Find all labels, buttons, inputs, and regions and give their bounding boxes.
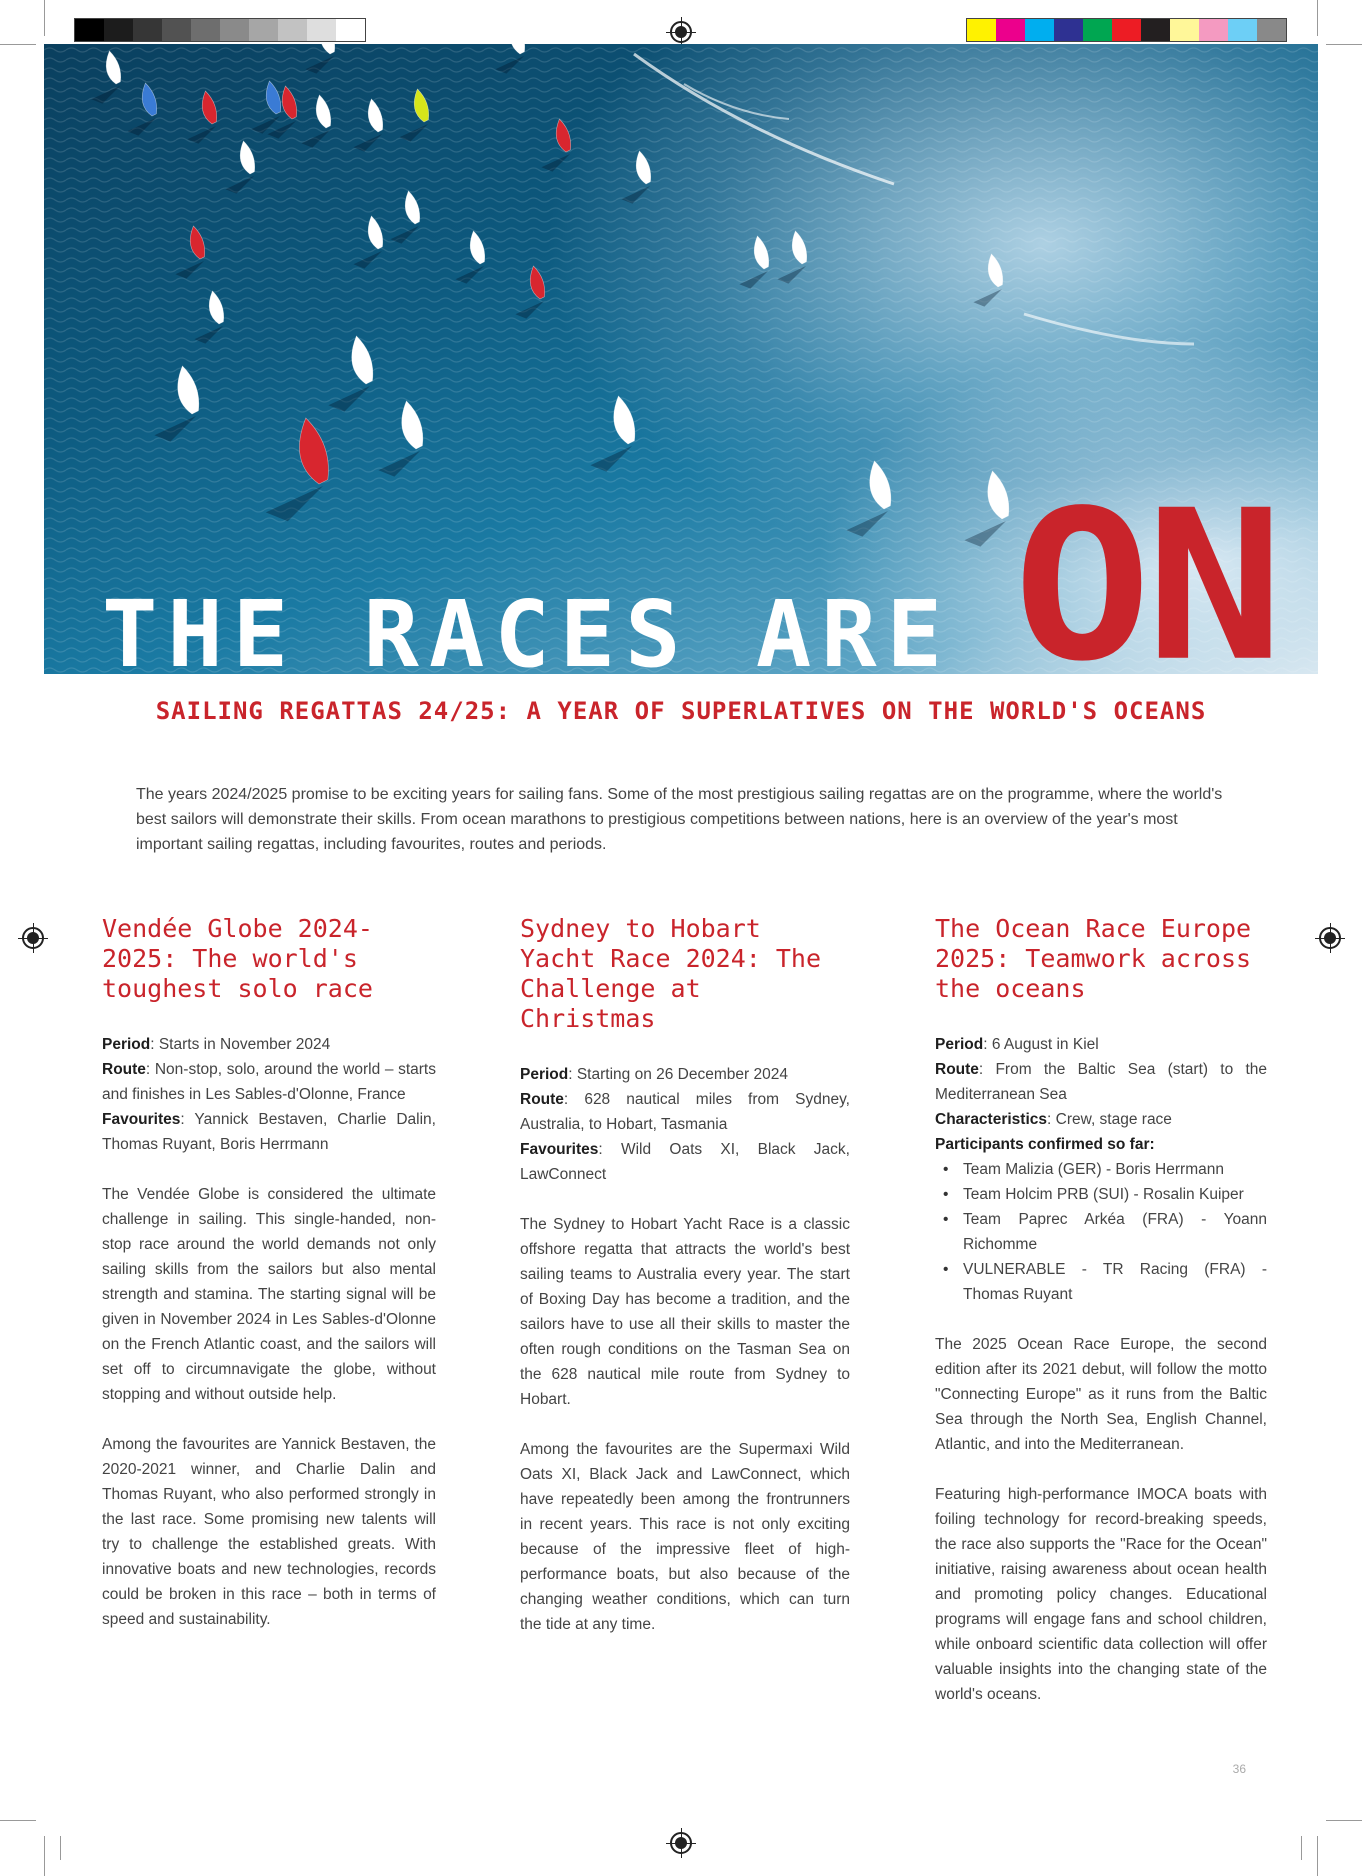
color-swatch	[104, 19, 133, 41]
color-swatch	[1054, 19, 1083, 41]
hero-title-accent: ON	[1013, 466, 1278, 674]
body-paragraph: The 2025 Ocean Race Europe, the second edition after its 2021 debut, will follow the motto "Connecting Europe" as it runs from the Baltic Sea through the North Sea, English Channel, Atlantic, and into the Mediterranean.	[935, 1336, 1267, 1453]
color-swatch	[220, 19, 249, 41]
period-line: Period: 6 August in Kiel	[935, 1036, 1099, 1053]
period-line: Period: Starting on 26 December 2024	[520, 1066, 788, 1083]
color-swatch	[336, 19, 365, 41]
body-paragraph: The Vendée Globe is considered the ultimate challenge in sailing. This single-handed, non-stop race around the world demands not only sailing skills from the sailors but also mental strength and stamina. The starting signal will be given in November 2024 in Les Sables-d'Olonne on the French Atlantic coast, and the sailors will set off to circumnavigate the globe, without stopping and without outside help.	[102, 1186, 436, 1403]
color-swatch	[967, 19, 996, 41]
color-swatch	[1199, 19, 1228, 41]
registration-mark-icon	[670, 1832, 692, 1854]
characteristics-line: Characteristics: Crew, stage race	[935, 1111, 1172, 1128]
registration-mark-icon	[22, 927, 44, 949]
crop-mark	[0, 1820, 36, 1821]
body-paragraph: Among the favourites are the Supermaxi Wild Oats XI, Black Jack and LawConnect, which have repeatedly been among the frontrunners in recent years. This race is not only exciting because of the impressive fleet of high-performance boats, but also because of the changing weather conditions, which can turn the tide at any time.	[520, 1441, 850, 1633]
crop-mark	[1301, 1836, 1302, 1860]
hero-photo	[44, 44, 1318, 674]
list-item: • Team Paprec Arkéa (FRA) - Yoann Richomme	[963, 1207, 1267, 1257]
crop-mark	[1326, 44, 1362, 45]
color-swatch	[996, 19, 1025, 41]
hero-title: THE RACES ARE	[102, 581, 953, 674]
grayscale-color-bar	[74, 18, 366, 42]
color-swatch	[249, 19, 278, 41]
color-swatch	[162, 19, 191, 41]
route-line: Route: Non-stop, solo, around the world – starts and finishes in Les Sables-d'Olonne, France	[102, 1061, 436, 1103]
registration-mark-icon	[1319, 927, 1341, 949]
favourites-line: Favourites: Wild Oats XI, Black Jack, LawConnect	[520, 1141, 850, 1183]
color-swatch	[1257, 19, 1286, 41]
article-column-ocean-race-europe	[935, 914, 1267, 1707]
article-column-sydney-hobart	[520, 914, 850, 1637]
crop-mark	[1317, 0, 1318, 36]
crop-mark	[1326, 1820, 1362, 1821]
color-swatch	[1141, 19, 1170, 41]
color-swatch	[278, 19, 307, 41]
page-number: 36	[1232, 1762, 1246, 1776]
color-swatch	[133, 19, 162, 41]
article-column-vendee-globe	[102, 914, 436, 1632]
registration-mark-icon	[670, 21, 692, 43]
body-paragraph: Among the favourites are Yannick Bestaven, the 2020-2021 winner, and Charlie Dalin and Thomas Ruyant, who also performed strongly in the last race. Some promising new talents will try to challenge the established greats. With innovative boats and new technologies, records could be broken in this race – both in terms of speed and sustainability.	[102, 1436, 436, 1628]
cmyk-color-bar	[966, 18, 1287, 42]
crop-mark	[44, 0, 45, 36]
body-paragraph: Featuring high-performance IMOCA boats with foiling technology for record-breaking speeds, the race also supports the "Race for the Ocean" initiative, raising awareness about ocean health and promoting policy changes. Educational programs will engage fans and school children, while onboard scientific data collection will offer valuable insights into the changing state of the world's oceans.	[935, 1486, 1267, 1703]
favourites-line: Favourites: Yannick Bestaven, Charlie Dalin, Thomas Ruyant, Boris Herrmann	[102, 1111, 436, 1153]
crop-mark	[1317, 1836, 1318, 1876]
color-swatch	[307, 19, 336, 41]
column-heading: Vendée Globe 2024-2025: The world's toughest solo race	[102, 914, 373, 1003]
list-item: • Team Holcim PRB (SUI) - Rosalin Kuiper	[963, 1182, 1267, 1207]
color-swatch	[1025, 19, 1054, 41]
route-line: Route: From the Baltic Sea (start) to the Mediterranean Sea	[935, 1061, 1267, 1103]
crop-mark	[60, 1836, 61, 1860]
crop-mark	[44, 1836, 45, 1876]
color-swatch	[1170, 19, 1199, 41]
participants-label: Participants confirmed so far:	[935, 1136, 1155, 1153]
participants-list	[935, 1157, 1267, 1307]
color-swatch	[191, 19, 220, 41]
route-line: Route: 628 nautical miles from Sydney, Australia, to Hobart, Tasmania	[520, 1091, 850, 1133]
list-item: • VULNERABLE - TR Racing (FRA) - Thomas Ruyant	[963, 1257, 1267, 1307]
color-swatch	[75, 19, 104, 41]
period-line: Period: Starts in November 2024	[102, 1036, 331, 1053]
crop-mark	[0, 44, 36, 45]
color-swatch	[1112, 19, 1141, 41]
list-item: • Team Malizia (GER) - Boris Herrmann	[963, 1157, 1267, 1182]
page-subtitle: SAILING REGATTAS 24/25: A YEAR OF SUPERLATIVES ON THE WORLD'S OCEANS	[155, 697, 1207, 725]
body-paragraph: The Sydney to Hobart Yacht Race is a classic offshore regatta that attracts the world's best sailing teams to Australia every year. The start of Boxing Day has become a tradition, and the sailors have to use all their skills to master the often rough conditions on the Tasman Sea on the 628 nautical mile route from Sydney to Hobart.	[520, 1216, 850, 1408]
column-heading: Sydney to Hobart Yacht Race 2024: The Challenge at Christmas	[520, 914, 822, 1033]
color-swatch	[1228, 19, 1257, 41]
intro-paragraph: The years 2024/2025 promise to be exciting years for sailing fans. Some of the most prestigious sailing regattas are on the programme, where the world's best sailors will demonstrate their skills. From ocean marathons to prestigious competitions between nations, here is an overview of the year's most important sailing regattas, including favourites, routes and periods.	[136, 786, 1223, 853]
color-swatch	[1083, 19, 1112, 41]
column-heading: The Ocean Race Europe 2025: Teamwork across the oceans	[935, 914, 1252, 1003]
